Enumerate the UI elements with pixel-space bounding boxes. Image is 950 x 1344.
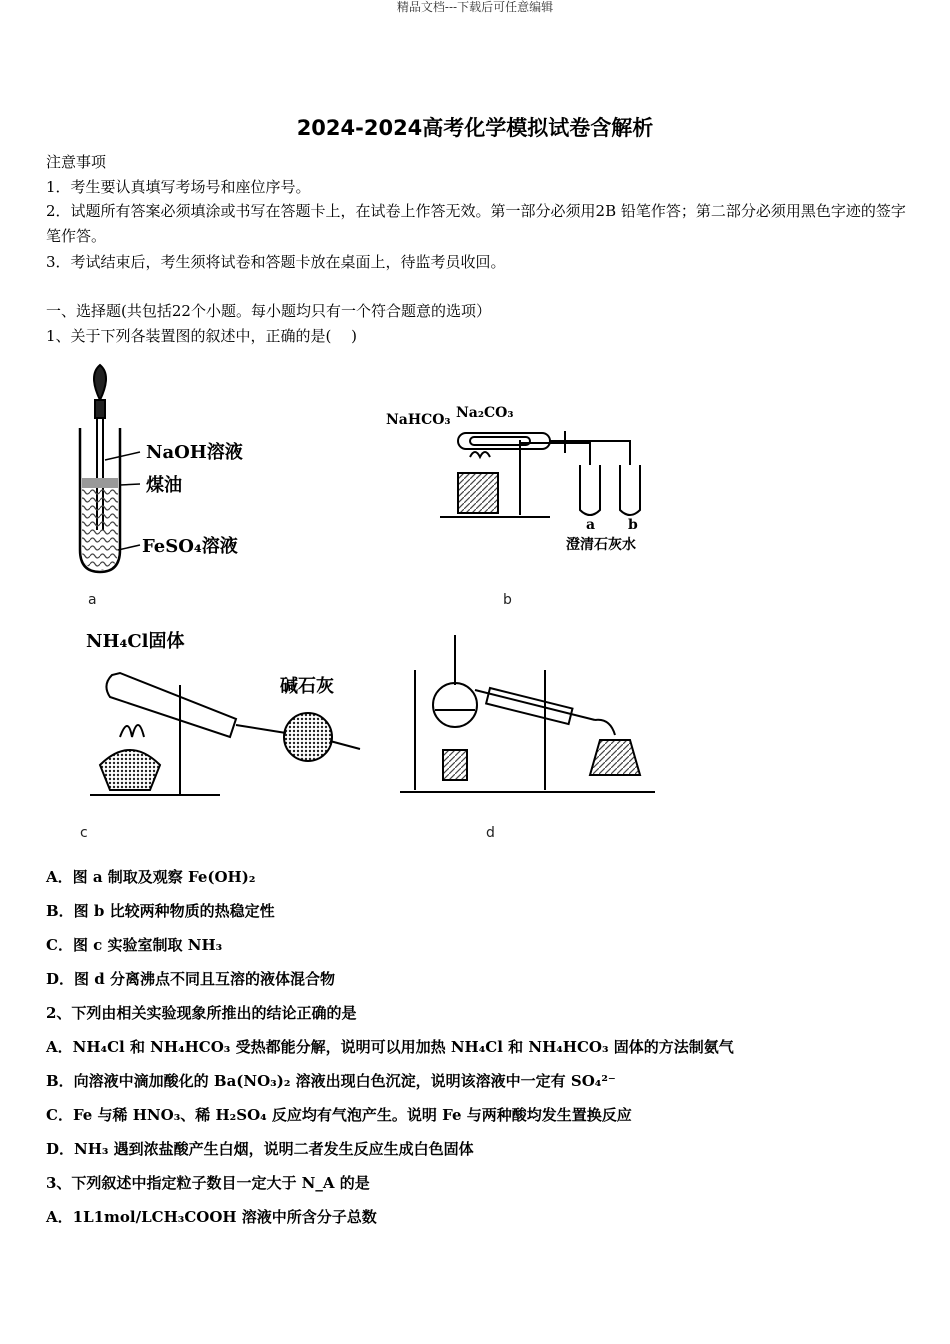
notice-item-3: 3．考试结束后，考生须将试卷和答题卡放在桌面上，待监考员收回。: [46, 253, 506, 271]
q1-option-b: B．图 b 比较两种物质的热稳定性: [46, 902, 275, 920]
figure-d-caption: d: [486, 825, 495, 841]
page-title: 2024-2024高考化学模拟试卷含解析: [296, 116, 654, 140]
distillation-icon: [400, 635, 655, 792]
figure-b-apparatus: [380, 395, 670, 560]
notice-heading: 注意事项: [46, 153, 107, 171]
notice-item-1: 1．考生要认真填写考场号和座位序号。: [46, 178, 311, 196]
question-3-stem: 3、下列叙述中指定粒子数目一定大于 N_A 的是: [46, 1174, 370, 1192]
figure-a-caption: a: [88, 592, 97, 608]
lamp-icon: [440, 440, 550, 517]
q2-option-c: C．Fe 与稀 HNO₃、稀 H₂SO₄ 反应均有气泡产生。说明 Fe 与两种酸均发生置换反应: [46, 1106, 632, 1124]
q2-option-a: A．NH₄Cl 和 NH₄HCO₃ 受热都能分解，说明可以用加热 NH₄Cl 和 NH₄HCO₃ 固体的方法制氨气: [46, 1038, 734, 1056]
question-2-stem: 2、下列由相关实验现象所推出的结论正确的是: [46, 1004, 357, 1022]
section-heading: 一、选择题(共包括22个小题。每小题均只有一个符合题意的选项）: [46, 302, 491, 320]
q1-option-c: C．图 c 实验室制取 NH₃: [46, 936, 223, 954]
notice-item-2: 2．试题所有答案必须填涂或书写在答题卡上，在试卷上作答无效。第一部分必须用2B 铅笔作答；第二部分必须用黑色字迹的签字笔作答。: [46, 202, 906, 245]
label-a: a: [586, 517, 596, 533]
figure-d-apparatus: [395, 630, 665, 800]
q3-option-a: A．1L1mol/LCH₃COOH 溶液中所含分子总数: [46, 1208, 377, 1226]
label-soda-lime: 碱石灰: [280, 676, 334, 697]
q1-option-a: A．图 a 制取及观察 Fe(OH)₂: [46, 868, 256, 886]
label-naoh: NaOH溶液: [146, 442, 243, 463]
q1-option-d: D．图 d 分离沸点不同且互溶的液体混合物: [46, 970, 335, 988]
q2-option-d: D．NH₃ 遇到浓盐酸产生白烟，说明二者发生反应生成白色固体: [46, 1140, 474, 1158]
question-1-stem: 1、关于下列各装置图的叙述中，正确的是( ): [46, 327, 358, 345]
test-tube-icon: [80, 428, 120, 572]
limewater-tubes-icon: [580, 465, 640, 515]
label-feso4: FeSO₄溶液: [142, 536, 238, 557]
figure-a-apparatus: [70, 360, 290, 585]
label-na2co3: Na₂CO₃: [456, 405, 514, 421]
tube-in-tube-icon: [458, 431, 630, 465]
label-nh4cl: NH₄Cl固体: [86, 631, 185, 652]
header-note: 精品文档---下载后可任意编辑: [396, 0, 554, 14]
q2-option-b: B．向溶液中滴加酸化的 Ba(NO₃)₂ 溶液出现白色沉淀，说明该溶液中一定有 SO₄²⁻: [46, 1072, 616, 1090]
figure-b-caption: b: [503, 592, 512, 608]
burner-icon: [90, 685, 220, 795]
figure-c-apparatus: [80, 625, 370, 805]
label-limewater: 澄清石灰水: [566, 537, 636, 553]
figure-c-caption: c: [80, 825, 88, 841]
label-b: b: [628, 517, 638, 533]
label-kerosene: 煤油: [146, 475, 182, 496]
label-nahco3: NaHCO₃: [386, 412, 451, 428]
